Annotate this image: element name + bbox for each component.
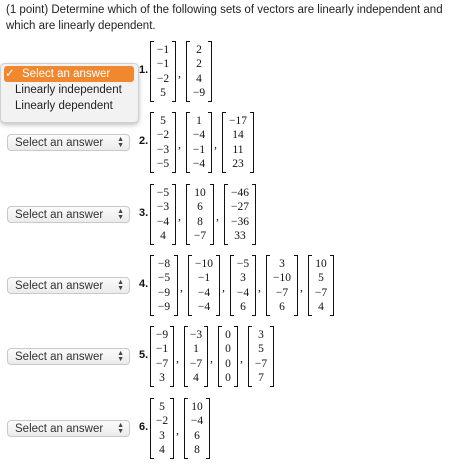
answer-select-value: Select an answer (15, 279, 104, 292)
problem-number: 4. (139, 277, 149, 290)
vector-entry: 23 (232, 157, 244, 170)
vector-separator: , (180, 279, 183, 294)
vector-entry: 4 (318, 300, 324, 313)
vector-entry: 0 (225, 343, 231, 356)
vector-entry: 6 (197, 201, 203, 214)
left-bracket (266, 255, 270, 316)
updown-arrows-icon: ▲ ▼ (117, 421, 124, 435)
right-bracket (216, 255, 220, 316)
vector-entry: −2 (156, 72, 170, 85)
answer-select[interactable] (7, 420, 130, 437)
vector-entry: 3 (279, 258, 285, 271)
answer-select-value: Select an answer (15, 136, 104, 149)
left-bracket (186, 112, 190, 173)
problem-number: 3. (139, 206, 149, 219)
dropdown-option-select[interactable]: ✓ Select an answer (4, 66, 134, 82)
vector-entry: −7 (314, 286, 328, 299)
vector-entry: −1 (192, 143, 206, 156)
right-bracket (234, 326, 238, 387)
vector-entry: 4 (160, 229, 166, 242)
left-bracket (248, 326, 252, 387)
vector-separator: , (258, 279, 261, 294)
right-bracket (172, 41, 176, 102)
dropdown-option-independent[interactable]: Linearly independent (15, 84, 122, 96)
left-bracket (222, 112, 226, 173)
vector (224, 184, 256, 245)
left-bracket (186, 184, 190, 245)
vector-entry: 8 (197, 215, 203, 228)
vector-entry: −3 (189, 329, 203, 342)
vector-entry: −7 (254, 357, 268, 370)
vector-entry: 5 (160, 115, 166, 128)
vector (230, 255, 256, 316)
right-bracket (170, 326, 174, 387)
right-bracket (252, 255, 256, 316)
vector-entry: 10 (315, 258, 327, 271)
right-bracket (294, 255, 298, 316)
vector-entry: −10 (195, 258, 213, 271)
problem-number: 2. (139, 134, 149, 147)
vector-entry: 4 (193, 371, 199, 384)
answer-select[interactable] (7, 134, 130, 151)
vector-entry: 11 (232, 143, 244, 156)
vector-entry: −1 (155, 343, 169, 356)
vector (248, 326, 274, 387)
vector-entry: −36 (231, 215, 249, 228)
vector-entry: 1 (196, 115, 202, 128)
right-bracket (252, 184, 256, 245)
vector-entry: −7 (275, 286, 289, 299)
vector-entry: −9 (192, 86, 206, 99)
answer-select-value: Select an answer (15, 208, 104, 221)
vector-entry: −9 (157, 300, 171, 313)
problem-number: 1. (139, 63, 149, 76)
vector (186, 112, 212, 173)
vector-entry: −4 (197, 300, 211, 313)
vector-entry: −9 (157, 286, 171, 299)
vector (184, 398, 210, 459)
vector-entry: 4 (159, 443, 165, 456)
vector-entry: −27 (231, 201, 249, 214)
vector-entry: −2 (156, 129, 170, 142)
vector-entry: 0 (225, 371, 231, 384)
answer-select-value: Select an answer (15, 422, 104, 435)
vector (184, 326, 208, 387)
vector-entry: −3 (156, 143, 170, 156)
left-bracket (308, 255, 312, 316)
left-bracket (230, 255, 234, 316)
vector-entry: −5 (156, 187, 170, 200)
vector-entry: 1 (193, 343, 199, 356)
vector-entry: 5 (159, 401, 165, 414)
vector-separator: , (240, 350, 243, 365)
vector-entry: 10 (194, 187, 206, 200)
vector (150, 326, 174, 387)
vector-separator: , (176, 422, 179, 437)
left-bracket (150, 255, 154, 316)
vector (150, 184, 176, 245)
right-bracket (206, 398, 210, 459)
vector (218, 326, 238, 387)
vector-separator: , (178, 208, 181, 223)
vector (150, 41, 176, 102)
vector-entry: −7 (155, 357, 169, 370)
right-bracket (208, 41, 212, 102)
vector (150, 112, 176, 173)
vector-entry: 6 (279, 300, 285, 313)
vector-entry: 6 (194, 429, 200, 442)
right-bracket (170, 398, 174, 459)
vector-entry: −9 (155, 329, 169, 342)
vector-entry: 8 (194, 443, 200, 456)
vector-entry: 2 (196, 58, 202, 71)
answer-select[interactable] (7, 348, 130, 365)
right-bracket (174, 255, 178, 316)
checkmark-icon: ✓ (5, 68, 15, 80)
vector-entry: −5 (236, 258, 250, 271)
vector-separator: , (222, 279, 225, 294)
left-bracket (150, 398, 154, 459)
vector-entry: 5 (258, 343, 264, 356)
vector (150, 398, 174, 459)
vector-entry: −4 (192, 157, 206, 170)
updown-arrows-icon: ▲ ▼ (117, 207, 124, 221)
vector-entry: 7 (258, 371, 264, 384)
vector-entry: −2 (155, 415, 169, 428)
vector-entry: 3 (240, 272, 246, 285)
problem-number: 6. (139, 420, 149, 433)
vector-entry: −4 (192, 129, 206, 142)
vector-entry: −7 (189, 357, 203, 370)
left-bracket (150, 112, 154, 173)
vector (266, 255, 298, 316)
left-bracket (150, 326, 154, 387)
left-bracket (184, 398, 188, 459)
vector-entry: −17 (229, 115, 247, 128)
problem-row (0, 326, 474, 387)
vector-entry: −5 (157, 272, 171, 285)
right-bracket (330, 255, 334, 316)
problem-row (0, 184, 474, 245)
vector-entry: −1 (156, 58, 170, 71)
vector-separator: , (216, 208, 219, 223)
vector-separator: , (176, 350, 179, 365)
vector (188, 255, 220, 316)
updown-arrows-icon: ▲ ▼ (117, 278, 124, 292)
problem-row (0, 255, 474, 316)
left-bracket (150, 41, 154, 102)
vector (222, 112, 254, 173)
vector (186, 41, 212, 102)
vector-entry: 0 (225, 329, 231, 342)
left-bracket (218, 326, 222, 387)
vector-entry: 5 (318, 272, 324, 285)
vector-separator: , (178, 65, 181, 80)
vector-entry: −3 (156, 201, 170, 214)
vector-entry: 3 (159, 371, 165, 384)
right-bracket (210, 184, 214, 245)
vector-entry: −1 (197, 272, 211, 285)
right-bracket (250, 112, 254, 173)
vector-entry: 3 (258, 329, 264, 342)
vector-entry: −10 (273, 272, 291, 285)
vector (150, 255, 178, 316)
vector-entry: 3 (159, 429, 165, 442)
vector (186, 184, 214, 245)
answer-select-value: Select an answer (15, 350, 104, 363)
vector-entry: −8 (157, 258, 171, 271)
left-bracket (184, 326, 188, 387)
vector-separator: , (300, 279, 303, 294)
vector-entry: 2 (196, 44, 202, 57)
problem-row (0, 398, 474, 459)
left-bracket (188, 255, 192, 316)
problem-number: 5. (139, 348, 149, 361)
vector-entry: −4 (190, 415, 204, 428)
vector (308, 255, 334, 316)
vector-entry: 6 (240, 300, 246, 313)
vector-entry: −46 (231, 187, 249, 200)
right-bracket (172, 184, 176, 245)
vector-entry: −7 (193, 229, 207, 242)
vector-entry: 4 (196, 72, 202, 85)
vector-entry: −5 (156, 157, 170, 170)
vector-entry: 33 (234, 229, 246, 242)
vector-entry: 5 (160, 86, 166, 99)
answer-dropdown-menu[interactable] (0, 63, 139, 123)
vector-entry: 14 (232, 129, 244, 142)
vector-entry: −4 (156, 215, 170, 228)
right-bracket (208, 112, 212, 173)
right-bracket (204, 326, 208, 387)
vector-entry: −4 (236, 286, 250, 299)
answer-select[interactable] (7, 206, 130, 223)
vector-entry: −1 (156, 44, 170, 57)
problem-prompt: (1 point) Determine which of the following sets of vectors are linearly independent and which are linearly dependent. (6, 4, 443, 32)
left-bracket (186, 41, 190, 102)
left-bracket (224, 184, 228, 245)
right-bracket (270, 326, 274, 387)
right-bracket (172, 112, 176, 173)
vector-separator: , (210, 350, 213, 365)
vector-entry: −4 (197, 286, 211, 299)
left-bracket (150, 184, 154, 245)
updown-arrows-icon: ▲ ▼ (117, 349, 124, 363)
updown-arrows-icon: ▲ ▼ (117, 135, 124, 149)
vector-entry: 10 (191, 401, 203, 414)
answer-select[interactable] (7, 277, 130, 294)
vector-separator: , (214, 136, 217, 151)
vector-entry: 0 (225, 357, 231, 370)
dropdown-option-dependent[interactable]: Linearly dependent (15, 100, 113, 112)
vector-separator: , (178, 136, 181, 151)
